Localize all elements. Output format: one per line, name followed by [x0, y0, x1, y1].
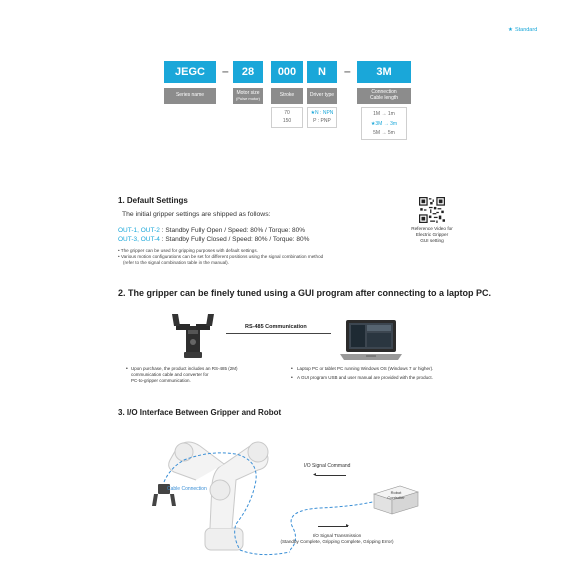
- qr-caption: [396, 226, 468, 244]
- driver-option: ★N : NPN: [310, 110, 334, 116]
- label-series-text: Series name: [175, 92, 205, 99]
- right-bullet-line: A GUI program USB and user manual are provided with the product.: [297, 374, 433, 380]
- driver-options: [307, 107, 337, 128]
- laptop-image: [340, 318, 402, 362]
- command-arrow: [316, 475, 346, 476]
- code-dash: –: [344, 64, 351, 78]
- gripper-image: [168, 312, 218, 360]
- qr-caption-line: Electric Gripper: [415, 231, 449, 237]
- label-motor-size: [233, 88, 263, 104]
- left-bullet: [131, 366, 271, 384]
- section2-title: 2. The gripper can be finely tuned using a GUI program after connecting to a laptop PC.: [118, 288, 492, 298]
- standard-legend: [508, 27, 537, 33]
- right-bullet-line: Laptop PC or tablet PC running Windows OS (Windows 7 or higher).: [297, 366, 434, 371]
- label-connection-text: Connection: [371, 89, 397, 96]
- code-driver: N: [307, 61, 337, 83]
- cable-option: 1M → 1m: [373, 111, 395, 117]
- label-stroke-text: Stroke: [279, 92, 295, 99]
- left-bullet-line: Upon purchase, the product includes an RS-485 (2M): [131, 366, 238, 371]
- transmission-sub: (Standby Complete, Gripping Complete, Gripping Error): [280, 539, 394, 545]
- section1-notes: [118, 248, 408, 267]
- transmission-arrow: [318, 526, 348, 527]
- note: • The gripper can be used for gripping purposes with default settings.: [118, 248, 258, 253]
- bullet-dot-icon: •: [126, 366, 128, 372]
- out12-label: OUT-1, OUT-2: [118, 227, 160, 234]
- cable-options: [361, 107, 407, 140]
- qr-caption-line: Reference Video for: [411, 226, 453, 231]
- qr-caption-line: GUI setting: [420, 237, 444, 243]
- cable-connection-label: Cable Connection: [167, 486, 207, 492]
- right-bullets: [297, 366, 487, 381]
- io-command-label: I/O Signal Command: [304, 463, 351, 469]
- left-bullet-line: communication cable and converter for: [131, 371, 209, 377]
- out12-text: : Standby Fully Open / Speed: 80% / Torque: 80%: [159, 227, 306, 234]
- out34-line: [118, 236, 309, 243]
- note: (refer to the signal combination table in the manual).: [123, 260, 229, 266]
- code-motor-size: 28: [233, 61, 263, 83]
- stroke-option: 70: [284, 110, 290, 116]
- out34-label: OUT-3, OUT-4: [118, 236, 160, 243]
- label-driver-text: Driver type: [309, 92, 335, 99]
- qr-code-icon[interactable]: [419, 197, 445, 223]
- rs485-line: [226, 333, 331, 334]
- label-cable-length-text: Cable length: [369, 95, 399, 101]
- stroke-option: 150: [282, 117, 292, 124]
- code-stroke: 000: [271, 61, 303, 83]
- out34-text: : Standby Fully Closed / Speed: 80% / Torque: 80%: [159, 236, 310, 243]
- section1-title: 1. Default Settings: [118, 196, 188, 205]
- cable-option: ★3M → 3m: [370, 120, 398, 127]
- controller-label-line: Controller: [387, 495, 405, 501]
- bullet-dot-icon: •: [291, 375, 293, 381]
- label-stroke: [271, 88, 303, 104]
- label-series: [164, 88, 216, 104]
- legend-label: Standard: [514, 27, 538, 33]
- driver-option: P : PNP: [313, 117, 331, 124]
- star-icon: ★: [508, 27, 513, 33]
- bullet-dot-icon: •: [291, 366, 293, 372]
- arrow-left-icon: ◂: [313, 472, 317, 478]
- rs485-label: RS-485 Communication: [245, 324, 307, 330]
- left-bullet-line: PC-to-gripper communication.: [131, 377, 191, 383]
- controller-label-line: Robot: [390, 490, 402, 495]
- label-motor-size-sub: (Pulse motor): [235, 95, 260, 101]
- label-driver: [307, 88, 337, 104]
- io-transmission-label: [262, 533, 412, 545]
- code-dash: –: [222, 64, 229, 78]
- stroke-options: [271, 107, 303, 128]
- transmission-title: I/O Signal Transmission: [312, 533, 362, 538]
- arrow-right-icon: ▸: [346, 523, 350, 529]
- cable-option: 5M → 5m: [373, 130, 395, 136]
- code-series: JEGC: [164, 61, 216, 83]
- label-cable: [357, 88, 411, 104]
- code-cable: 3M: [357, 61, 411, 83]
- section1-intro: The initial gripper settings are shipped as follows:: [122, 211, 271, 218]
- label-motor-size-text: Motor size: [236, 89, 260, 96]
- note: • Various motion configurations can be set for different positions using the signal combination method: [118, 254, 324, 260]
- out12-line: [118, 227, 305, 234]
- section3-title: 3. I/O Interface Between Gripper and Robot: [118, 408, 282, 417]
- robot-controller-label: [381, 490, 411, 501]
